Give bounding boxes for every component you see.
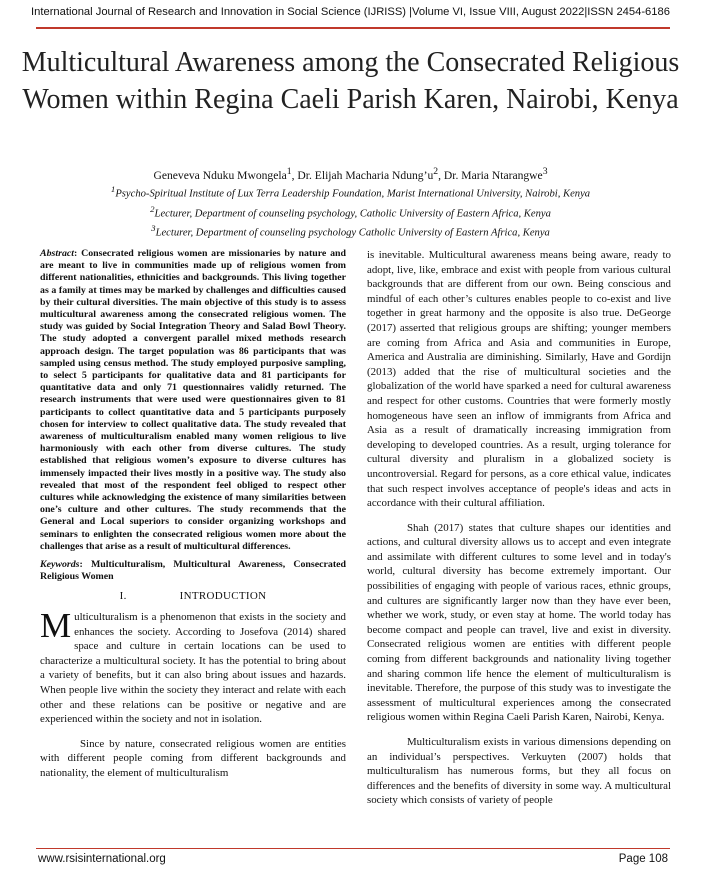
- header-rule: [36, 27, 670, 29]
- author-sup: 3: [542, 166, 548, 177]
- affiliation: $^3$Lecturer, Department of counseling psychology Catholic University of Eastern Africa, Kenya: [151, 223, 550, 239]
- section-title: INTRODUCTION: [179, 590, 267, 603]
- paper-title: Multicultural Awareness among the Consecrated Religious Women within Regina Caeli Parish Karen, Nairobi, Kenya: [21, 47, 680, 115]
- abstract-label: Abstract: [40, 248, 75, 259]
- drop-cap: M: [40, 606, 72, 646]
- paragraph: Since by nature, consecrated religious women are entities with different people coming from different backgrounds and nationality, the element of multiculturalism: [40, 737, 346, 780]
- left-column: [40, 248, 346, 781]
- author-sup: 2: [433, 166, 439, 177]
- author-name: Geneveva Nduku Mwongela: [153, 168, 287, 182]
- author-list: Geneveva Nduku Mwongela$^1$, Dr. Elijah Macharia $Ndung’u^2$, Dr. Maria Ntarangwe$^3$: [153, 166, 548, 182]
- journal-header: International Journal of Research and Innovation in Social Science (IJRISS) |Volume VI, Issue VIII, August 2022|ISSN 2454-6186: [31, 6, 670, 18]
- paragraph: is inevitable. Multicultural awareness means being aware, ready to adopt, live, like, embrace and exist with people from various cultural backgrounds that are different from our own. Being conscious and mindful of each other’s cultures enables people to co-exist and live together in great harmony and the opposite is also true. DeGeorge (2017) asserted that religious groups are shifting; younger members are coming from Africa and Asia and communities in Europe, America and Australia are diminishing. Similarly, Have and Gordijn (2013) added that the rise of multicultural societies and the globalization of the world have sparked a need for cultural awareness and respect for other customs. Countries that were formerly mostly homogeneous have seen an inflow of immigrants from Africa and Asia as a result of dramatically increasing immigration from developing to developed countries. As a result, urging tolerance for cultural diversity and pluralism in a globalized society is uncontroversial. Regard for persons, as a core ethical value, indicates that such respect involves acceptance of people's ideas and acts in accordance with their cultural affiliation.: [367, 249, 671, 510]
- author-name: Dr. Maria Ntarangwe: [443, 168, 543, 182]
- section-number: I.: [119, 590, 127, 603]
- keywords: [40, 559, 346, 583]
- author-name: Dr. Elijah Macharia Ndung’u: [297, 168, 434, 182]
- affiliation-list: [0, 182, 701, 241]
- paragraph: Multiculturalism is a phenomenon that exists in the society and enhances the society. According to Josefova (2014) shared space and culture in certain locations can be used to characterize a multicultural society. It has the potential to bring about a variety of benefits, but it can also bring about issues and hazards. When people live within the society they interact and relate with each other and these relations can be positive or negative and are experienced within the society and not in isolation.: [40, 606, 346, 726]
- affiliation: $^1$Psycho-Spiritual Institute of Lux Terra Leadership Foundation, Marist International University, Nairobi, Kenya: [110, 184, 591, 200]
- paragraph: Shah (2017) states that culture shapes our identities and actions, and cultural diversity allows us to accept and even integrate and assimilate with different cultures to some level and in today's world, cultural diversity has become extremely important. Our possibilities of engaging with people of various races, ethnic groups, and cultures are significantly larger now than they have ever been, whether we work, study, or even stay at home. The world today has become compact and people can travel, live and exist in diversity. Consecrated religious women are entities with different people coming from different backgrounds and nationality living together and sharing common life hence the element of multiculturalism is inevitable. Therefore, the purpose of this study was to investigate the assessment of multicultural experiences among the consecrated religious women within Regina Caeli Parish Karen, Nairobi, Kenya.: [367, 521, 671, 724]
- footer-rule: [36, 848, 670, 849]
- right-column: [367, 248, 671, 808]
- abstract: [40, 248, 346, 553]
- section-heading: [40, 589, 346, 604]
- page-number: Page 108: [618, 853, 668, 865]
- keywords-text: : Multiculturalism, Multicultural Awareness, Consecrated Religious Women: [40, 559, 346, 583]
- abstract-text: : Consecrated religious women are missionaries by nature and are meant to live in communities made up of religious women from different nationalities, ethnicities and backgrounds. This living together as a family at times may be marked by challenges and difficulties caused by their cultural diversities. The main objective of this study is to assess multicultural awareness among the consecrated religious women. The study was guided by Social Integration Theory and Salad Bowl Theory. The study adopted a convergent parallel mixed methods research approach design. The target population was 86 participants that was sampled using census method. The study employed purposive sampling, to select 5 participants for qualitative data and 81 participants for quantitative data and only 71 questionnaires validly returned. The research instruments that were used were questionnaires given to 81 participants to collect quantitative data and 5 participants purposely chosen for interview to collect qualitative data. The study revealed that awareness of multiculturalism enabled many women religious to live harmoniously with each other from diverse cultures. The study established that religious women’s exposure to diverse cultures has immensely impacted their lives mostly in a positive way. The study also revealed that most of the respondent feel obliged to respect other cultures while acknowledging the existence of many similarities between one’s culture and other cultures. The study recommends that the General and Local superiors to consider organizing workshops and seminars to enlighten the consecrated religious women more about the challenges that arise as a result of multicultural differences.: [40, 248, 346, 552]
- footer-url[interactable]: www.rsisinternational.org: [38, 853, 166, 865]
- author-sup: 1: [286, 166, 292, 177]
- paragraph: Multiculturalism exists in various dimensions depending on an individual’s perspectives. Verkuyten (2007) holds that multiculturalism has numerous forms, but they all focus on differences and the benefits of diversity in some way. A multicultural society which consists of variety of people: [367, 736, 671, 807]
- keywords-label: Keywords: [40, 559, 80, 571]
- affiliation: $^2$Lecturer, Department of counseling psychology, Catholic University of Eastern Africa, Kenya: [150, 203, 551, 220]
